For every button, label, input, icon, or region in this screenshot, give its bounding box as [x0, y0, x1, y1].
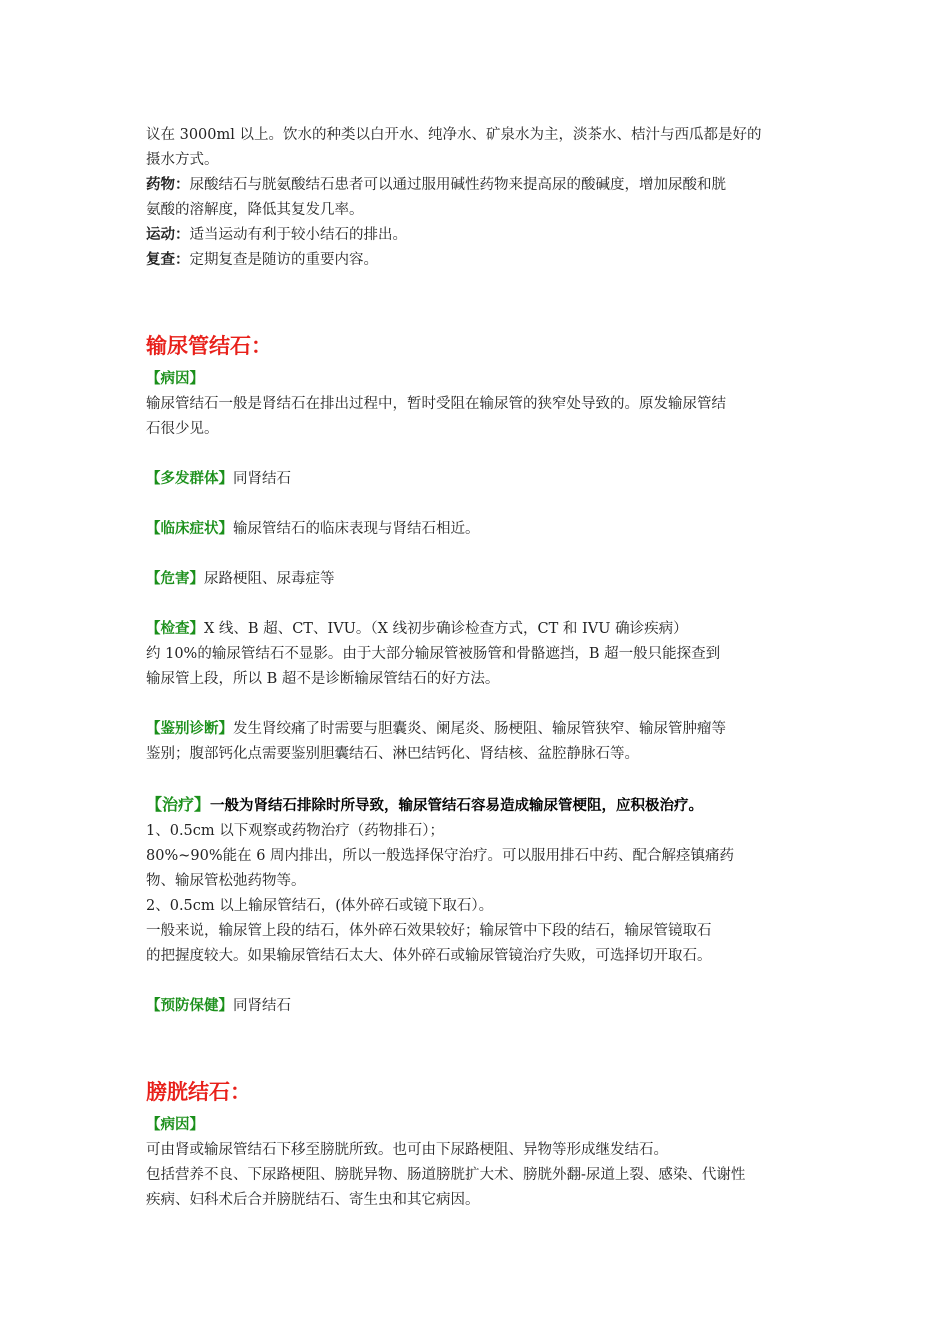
ureter-cause-tag — [146, 367, 810, 392]
ureter-exam — [146, 617, 810, 642]
bladder-cause-line: 包括营养不良、下尿路梗阻、膀胱异物、肠道膀胱扩大术、膀胱外翻-尿道上裂、感染、代谢性 — [146, 1167, 746, 1183]
drug-label: 药物： — [146, 177, 190, 193]
harm-text: 尿路梗阻、尿毒症等 — [204, 571, 335, 587]
exercise-label: 运动： — [146, 227, 190, 243]
diff-tag: 【鉴别诊断】 — [146, 721, 233, 737]
ureter-treat-line: 2、0.5cm 以上输尿管结石，(体外碎石或镜下取石）。 — [146, 898, 494, 914]
ureter-treat-line: 80%~90%能在 6 周内排出，所以一般选择保守治疗。可以服用排石中药、配合解痉镇痛药 — [146, 848, 735, 864]
review-paragraph — [146, 248, 810, 273]
drug-paragraph-cont: 氨酸的溶解度，降低其复发几率。 — [146, 202, 364, 218]
review-label: 复查： — [146, 252, 190, 268]
intro-line: 摄水方式。 — [146, 152, 219, 168]
symptom-tag: 【临床症状】 — [146, 521, 233, 537]
exercise-text: 适当运动有利于较小结石的排出。 — [189, 227, 407, 243]
ureter-symptom — [146, 517, 810, 542]
bladder-cause-tag — [146, 1113, 810, 1138]
ureter-treat-line: 的把握度较大。如果输尿管结石太大、体外碎石或输尿管镜治疗失败，可选择切开取石。 — [146, 948, 712, 964]
ureter-cause-line: 输尿管结石一般是肾结石在排出过程中，暂时受阻在输尿管的狭窄处导致的。原发输尿管结 — [146, 396, 726, 412]
prevent-text: 同肾结石 — [233, 998, 291, 1014]
exam-text: X 线、B 超、CT、IVU。（X 线初步确诊检查方式，CT 和 IVU 确诊疾病） — [204, 621, 688, 637]
review-text: 定期复查是随访的重要内容。 — [189, 252, 378, 268]
ureter-treat — [146, 792, 810, 819]
drug-text: 尿酸结石与胱氨酸结石患者可以通过服用碱性药物来提高尿的酸碱度，增加尿酸和胱 — [189, 177, 726, 193]
harm-tag: 【危害】 — [146, 571, 204, 587]
ureter-cause-line: 石很少见。 — [146, 421, 219, 437]
section-title-ureter: 输尿管结石： — [146, 334, 272, 358]
group-tag: 【多发群体】 — [146, 471, 233, 487]
ureter-exam-line: 输尿管上段，所以 B 超不是诊断输尿管结石的好方法。 — [146, 671, 500, 687]
bladder-cause-line: 可由肾或输尿管结石下移至膀胱所致。也可由下尿路梗阻、异物等形成继发结石。 — [146, 1142, 668, 1158]
document-page — [146, 123, 810, 1213]
exam-tag: 【检查】 — [146, 621, 204, 637]
ureter-prevent — [146, 994, 810, 1019]
ureter-group — [146, 467, 810, 492]
ureter-diff — [146, 717, 810, 742]
ureter-exam-line: 约 10%的输尿管结石不显影。由于大部分输尿管被肠管和骨骼遮挡，B 超一般只能探查到 — [146, 646, 721, 662]
intro-line: 议在 3000ml 以上。饮水的种类以白开水、纯净水、矿泉水为主，淡茶水、桔汁与西瓜都是好的 — [146, 127, 762, 143]
drug-paragraph — [146, 173, 810, 198]
ureter-treat-line: 物、输尿管松弛药物等。 — [146, 873, 306, 889]
ureter-harm — [146, 567, 810, 592]
section-title-bladder: 膀胱结石： — [146, 1080, 251, 1104]
treat-tag: 【治疗】 — [146, 795, 211, 814]
ureter-treat-line: 1、0.5cm 以下观察或药物治疗（药物排石）； — [146, 823, 445, 839]
ureter-treat-line: 一般来说，输尿管上段的结石，体外碎石效果较好；输尿管中下段的结石，输尿管镜取石 — [146, 923, 712, 939]
treat-text: 一般为肾结石排除时所导致，输尿管结石容易造成输尿管梗阻，应积极治疗。 — [210, 798, 704, 814]
cause-tag: 【病因】 — [146, 371, 204, 387]
diff-text: 发生肾绞痛了时需要与胆囊炎、阑尾炎、肠梗阻、输尿管狭窄、输尿管肿瘤等 — [233, 721, 726, 737]
cause-tag: 【病因】 — [146, 1117, 204, 1133]
bladder-cause-line: 疾病、妇科术后合并膀胱结石、寄生虫和其它病因。 — [146, 1192, 480, 1208]
prevent-tag: 【预防保健】 — [146, 998, 233, 1014]
symptom-text: 输尿管结石的临床表现与肾结石相近。 — [233, 521, 480, 537]
exercise-paragraph — [146, 223, 810, 248]
group-text: 同肾结石 — [233, 471, 291, 487]
ureter-diff-line: 鉴别；腹部钙化点需要鉴别胆囊结石、淋巴结钙化、肾结核、盆腔静脉石等。 — [146, 746, 639, 762]
